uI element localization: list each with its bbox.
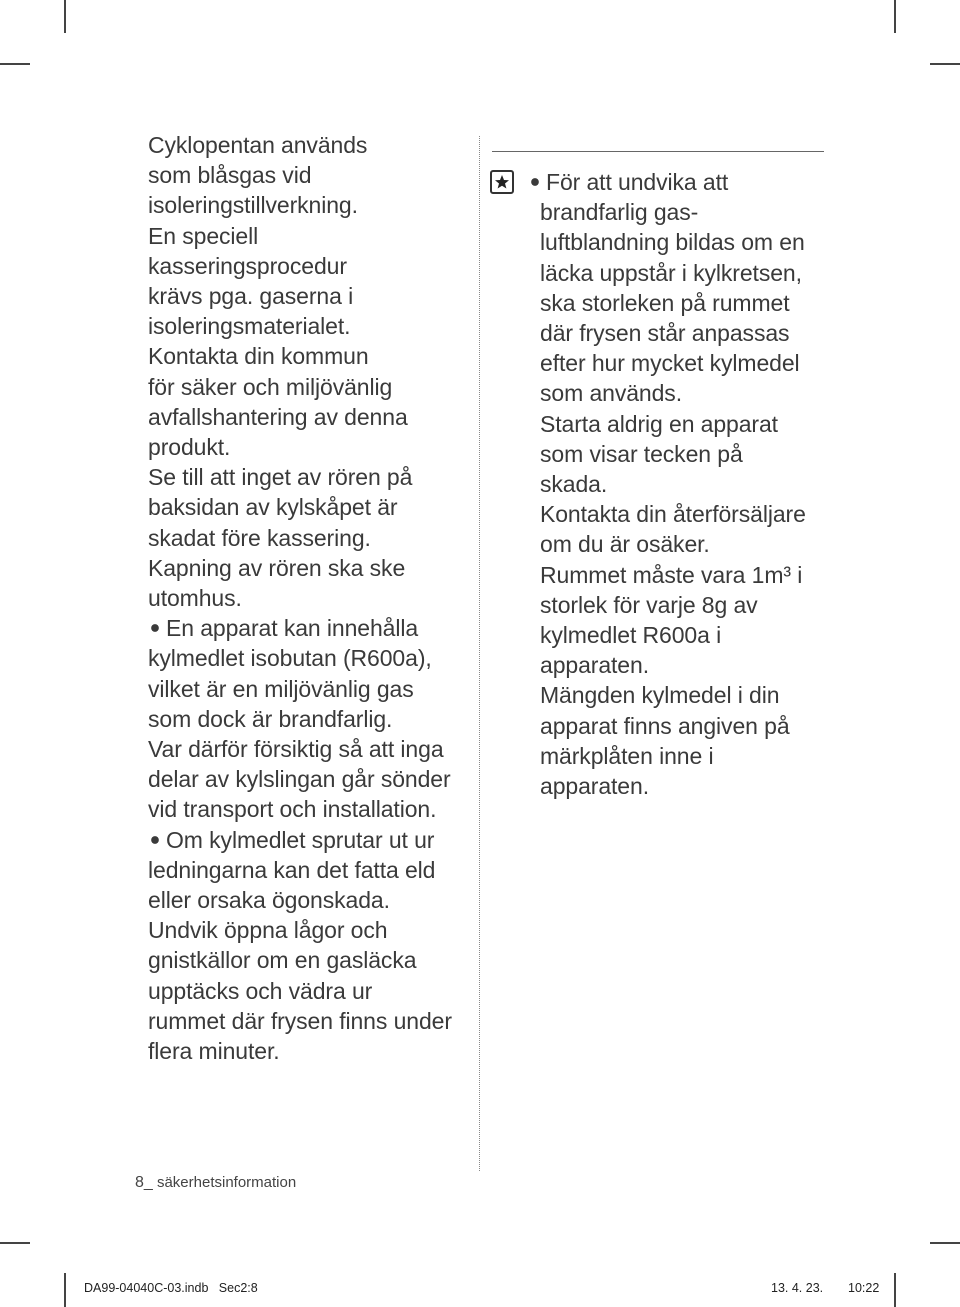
text-line: Undvik öppna lågor och xyxy=(148,917,388,944)
text-line: isoleringsmaterialet. xyxy=(148,313,351,340)
crop-mark xyxy=(894,0,896,33)
text-line: Starta aldrig en apparat xyxy=(540,410,778,437)
note-rule xyxy=(492,151,824,152)
crop-mark xyxy=(0,1242,30,1244)
text-line: Kapning av rören ska ske xyxy=(148,554,406,581)
text-line-content: Om kylmedlet sprutar ut ur xyxy=(166,826,435,853)
slug-file: DA99-04040C-03.indb Sec2:8 xyxy=(84,1281,258,1295)
text-line: efter hur mycket kylmedel xyxy=(540,350,800,377)
text-line: vid transport och installation. xyxy=(148,796,437,823)
text-line: apparaten. xyxy=(540,652,649,679)
page-number: 8_ xyxy=(135,1174,153,1191)
text-line-content: En apparat kan innehålla xyxy=(166,615,419,642)
text-line: för säker och miljövänlig xyxy=(148,373,393,400)
column-divider xyxy=(479,136,480,1171)
bullet-icon xyxy=(531,178,539,186)
text-line: Rummet måste vara 1m³ i xyxy=(540,561,803,588)
text-line: kylmedlet R600a i xyxy=(540,622,722,649)
text-line: där frysen står anpassas xyxy=(540,320,790,347)
text-line: avfallshantering av denna xyxy=(148,403,408,430)
text-line: som visar tecken på xyxy=(540,440,743,467)
page-footer xyxy=(135,1174,296,1192)
crop-mark xyxy=(64,1273,66,1307)
text-line: produkt. xyxy=(148,434,231,461)
text-line xyxy=(148,825,478,855)
bullet-leak xyxy=(148,825,478,1067)
text-line: krävs pga. gaserna i xyxy=(148,283,354,310)
text-line: brandfarlig gas- xyxy=(540,199,699,226)
text-line: Kontakta din återförsäljare xyxy=(540,501,806,528)
bullet-room-size xyxy=(528,167,828,801)
bullet-isobutane xyxy=(148,613,478,824)
text-line: Mängden kylmedel i din xyxy=(540,682,780,709)
bullet-icon xyxy=(151,624,159,632)
text-line: som dock är brandfarlig. xyxy=(148,705,393,732)
text-line: delar av kylslingan går sönder xyxy=(148,766,451,793)
text-line: Var därför försiktig så att inga xyxy=(148,736,444,763)
text-line: baksidan av kylskåpet är xyxy=(148,494,398,521)
text-line: kylmedlet isobutan (R600a), xyxy=(148,645,432,672)
text-line: ledningarna kan det fatta eld xyxy=(148,856,436,883)
crop-mark xyxy=(930,63,960,65)
slug-time: 10:22 xyxy=(848,1281,880,1295)
text-line: skadat före kassering. xyxy=(148,524,371,551)
text-line: kasseringsprocedur xyxy=(148,252,347,279)
text-line: storlek för varje 8g av xyxy=(540,591,758,618)
text-line: ska storleken på rummet xyxy=(540,289,790,316)
text-line: om du är osäker. xyxy=(540,531,710,558)
text-line: upptäcks och vädra ur xyxy=(148,977,373,1004)
text-line: apparaten. xyxy=(540,773,649,800)
crop-mark xyxy=(64,0,66,33)
left-column xyxy=(148,130,478,1066)
text-line: isoleringstillverkning. xyxy=(148,192,358,219)
text-line-content: För att undvika att xyxy=(546,169,729,195)
text-line: rummet där frysen finns under xyxy=(148,1007,452,1034)
text-line: En speciell xyxy=(148,222,259,249)
text-line: som används. xyxy=(540,380,682,407)
text-line: apparat finns angiven på xyxy=(540,712,790,739)
text-line xyxy=(148,613,478,643)
text-line: skada. xyxy=(540,471,608,498)
text-line: läcka uppstår i kylkretsen, xyxy=(540,259,802,286)
text-line: vilket är en miljövänlig gas xyxy=(148,675,414,702)
bullet-icon xyxy=(151,836,159,844)
crop-mark xyxy=(930,1242,960,1244)
crop-mark xyxy=(894,1273,896,1307)
text-line: Kontakta din kommun xyxy=(148,343,369,370)
right-column xyxy=(528,167,828,801)
text-line: luftblandning bildas om en xyxy=(540,229,805,256)
text-line: Cyklopentan används xyxy=(148,132,368,158)
text-line: flera minuter. xyxy=(148,1038,280,1065)
text-line: eller orsaka ögonskada. xyxy=(148,887,390,914)
text-line: Se till att inget av rören på xyxy=(148,464,413,491)
slug-date: 13. 4. 23. xyxy=(771,1281,824,1295)
text-line: märkplåten inne i xyxy=(540,742,714,769)
text-line: som blåsgas vid xyxy=(148,162,312,189)
crop-mark xyxy=(0,63,30,65)
section-name: säkerhetsinformation xyxy=(156,1174,297,1191)
paragraph-cyclopentane xyxy=(148,130,478,613)
text-line: utomhus. xyxy=(148,585,242,612)
star-note-icon xyxy=(490,170,514,194)
text-line xyxy=(528,167,828,197)
text-line: gnistkällor om en gasläcka xyxy=(148,947,417,974)
